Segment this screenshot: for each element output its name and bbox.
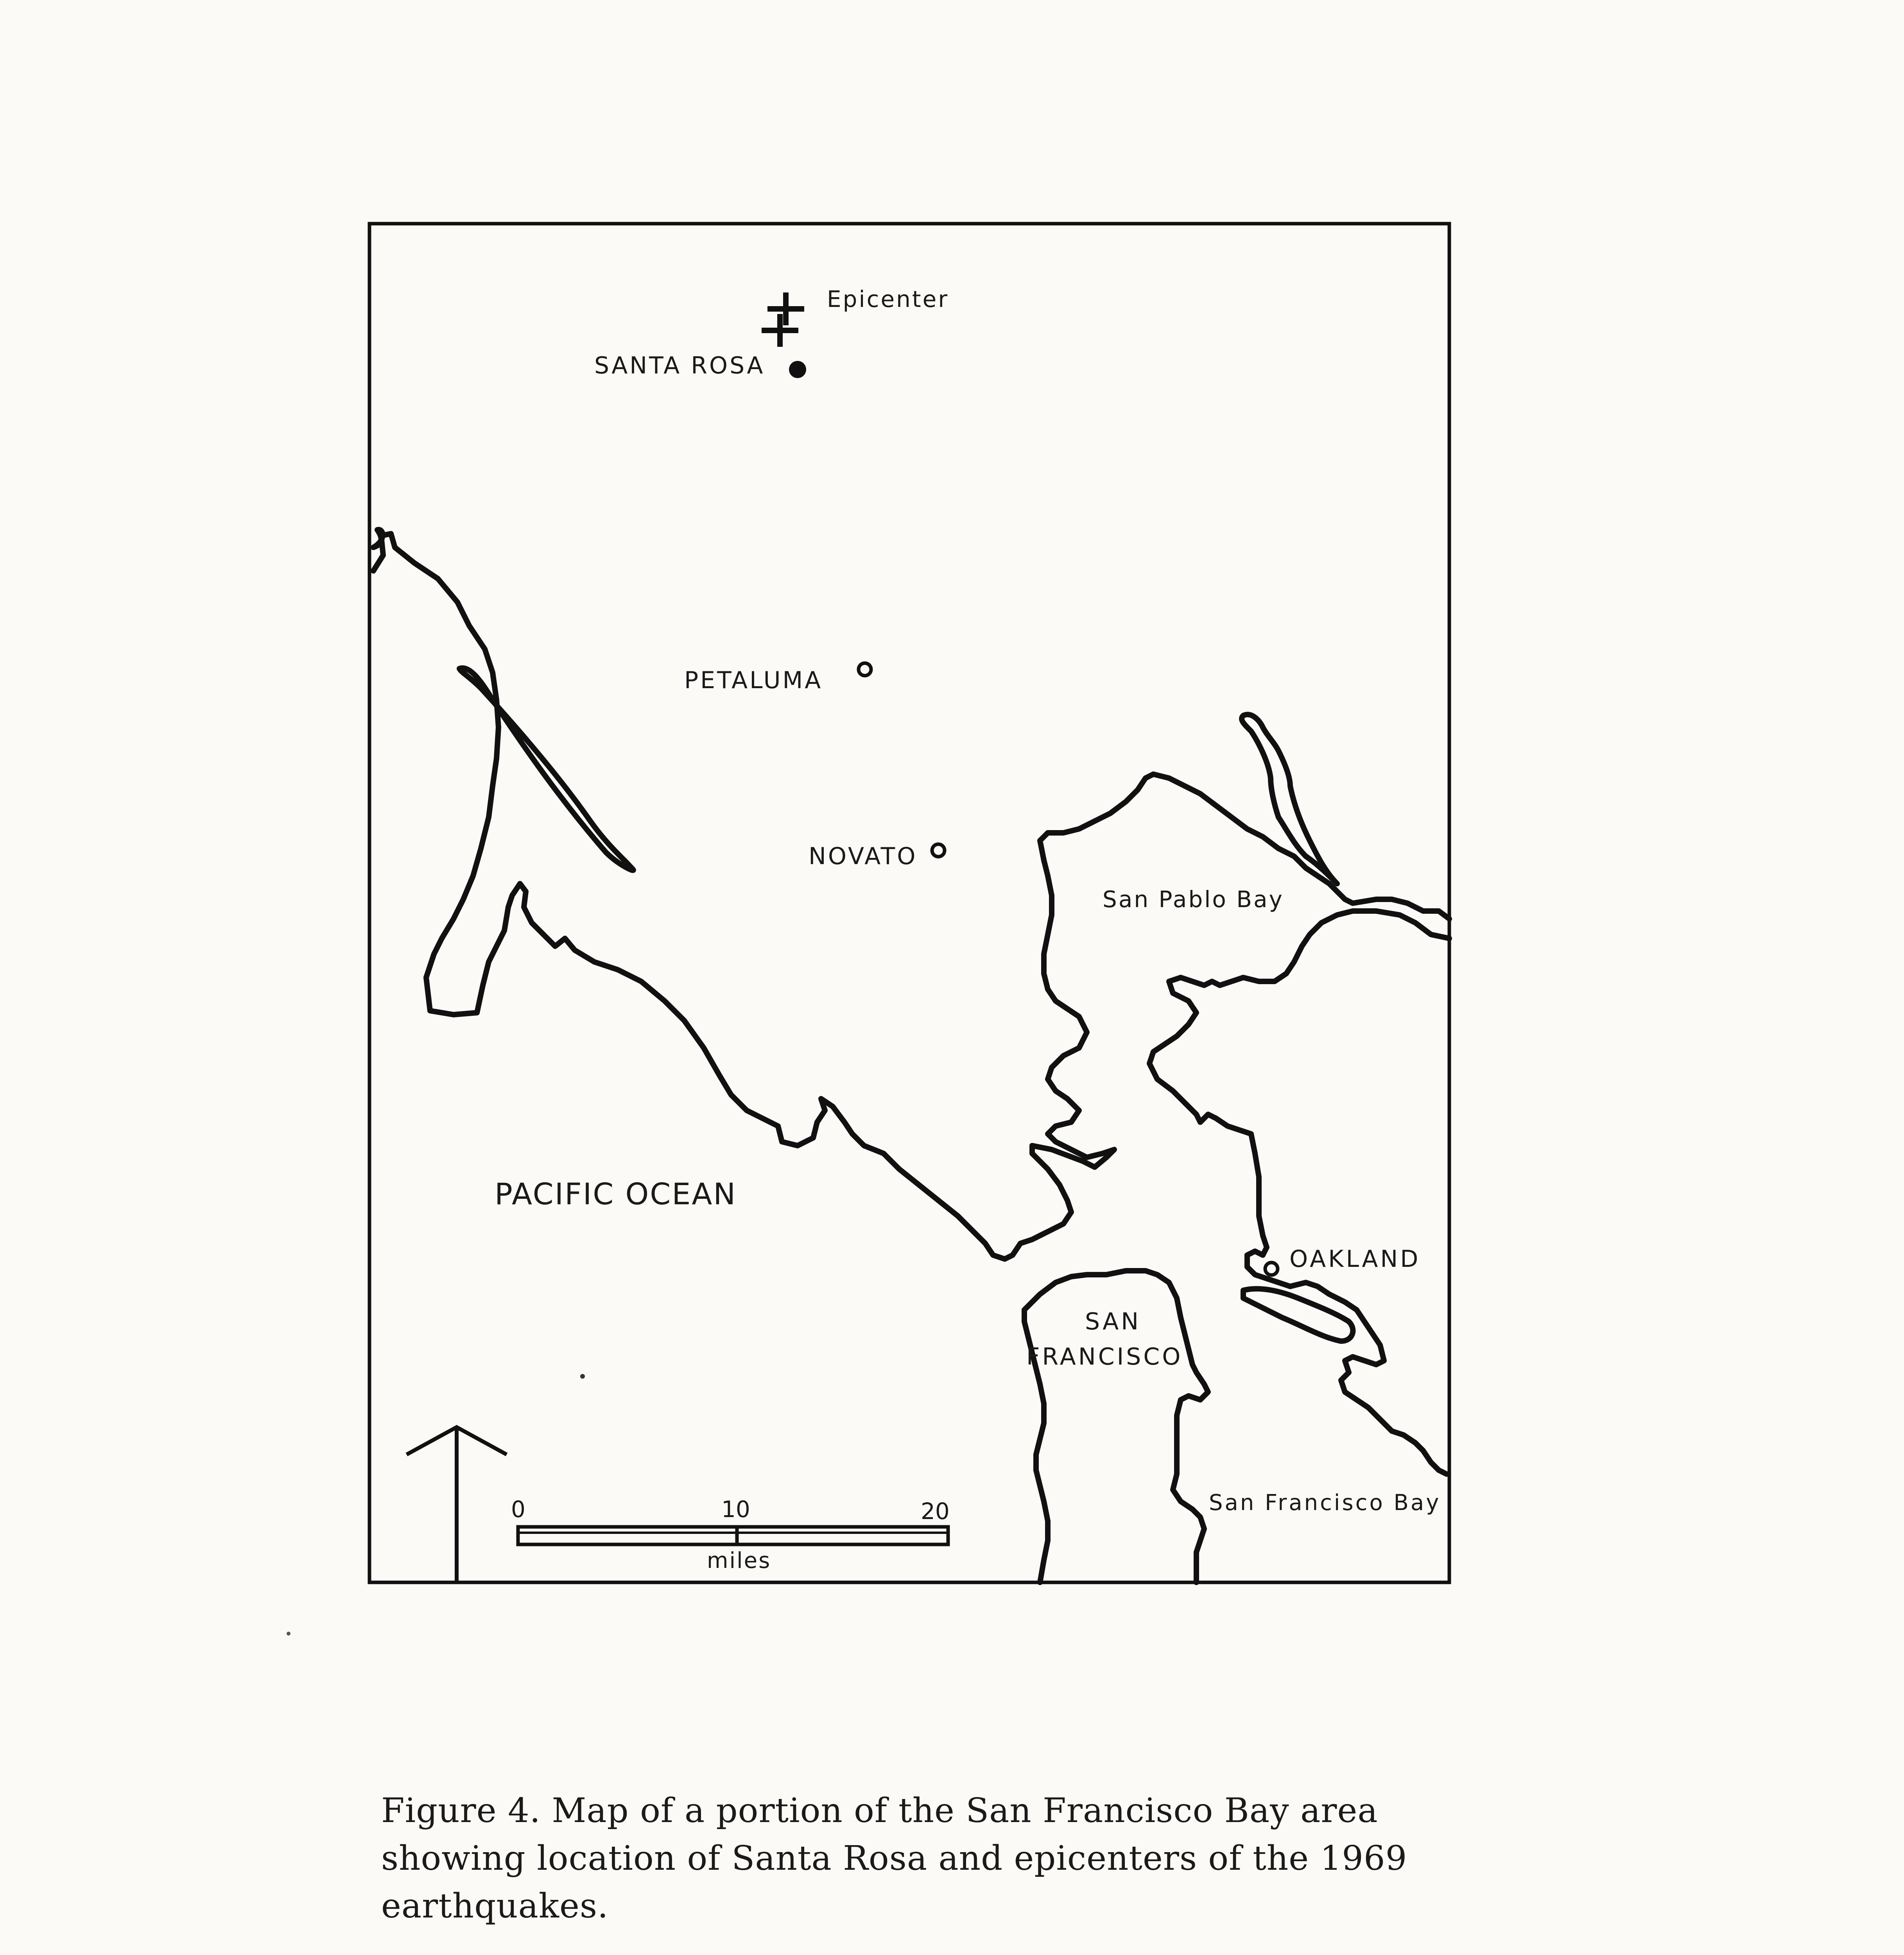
scale-tick-20: 20: [921, 1498, 950, 1525]
oakland-marker-icon: [1265, 1263, 1278, 1275]
page-speck: [287, 1632, 290, 1636]
san-francisco-label-line2: FRANCISCO: [1026, 1343, 1183, 1370]
scale-tick-0: 0: [511, 1496, 525, 1523]
scale-tick-10: 10: [721, 1496, 750, 1523]
san-francisco-bay-label: San Francisco Bay: [1209, 1490, 1441, 1516]
north-arrow-icon: [407, 1427, 507, 1582]
epicenter-label: Epicenter: [827, 286, 949, 312]
marin-east-shore: [1013, 774, 1449, 1255]
scale-unit-label: miles: [707, 1548, 771, 1573]
santa-rosa-label: SANTA ROSA: [594, 352, 765, 379]
map-frame: [369, 224, 1449, 1582]
figure-caption: Figure 4. Map of a portion of the San Francisco Bay area showing location of Santa Rosa and epicenters of the 1969 earthquakes.: [381, 1791, 1407, 1926]
novato-label: NOVATO: [809, 843, 918, 870]
scale-bar: [518, 1527, 948, 1544]
south-east-shore: [1290, 1282, 1447, 1474]
east-bay-shore: [1149, 911, 1449, 1286]
san-francisco-label-line1: SAN: [1085, 1308, 1141, 1335]
north-coastline: [373, 534, 1013, 1259]
pacific-ocean-label: PACIFIC OCEAN: [495, 1177, 737, 1211]
novato-marker-icon: [932, 844, 945, 857]
santa-rosa-marker-icon: [789, 361, 806, 378]
map-speck: [580, 1374, 585, 1379]
epicenter-icon: [764, 295, 801, 344]
oakland-label: OAKLAND: [1289, 1245, 1421, 1273]
petaluma-marker-icon: [859, 663, 871, 676]
petaluma-label: PETALUMA: [684, 667, 823, 694]
san-pablo-bay-label: San Pablo Bay: [1103, 886, 1284, 913]
napa-river: [1242, 714, 1337, 884]
